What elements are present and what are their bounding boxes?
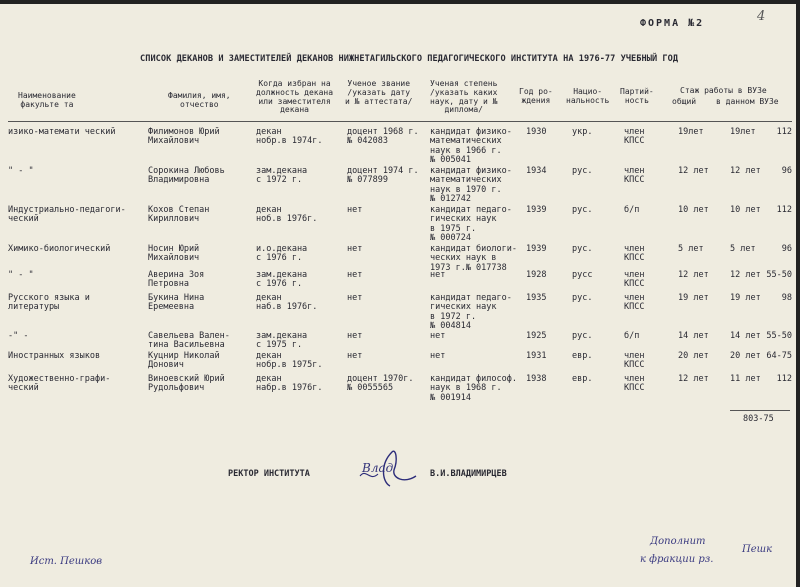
cell-party: б/п bbox=[624, 331, 640, 341]
col-header-title: Ученое звание /указать дату и № аттестата/ bbox=[345, 79, 413, 106]
cell-faculty: изико-математи ческий bbox=[8, 127, 116, 137]
cell-rate: 96 bbox=[781, 244, 792, 254]
cell-name: Кохов Степан Кириллович bbox=[148, 205, 210, 225]
cell-name: Аверина Зоя Петровна bbox=[148, 270, 205, 290]
cell-birth: 1931 bbox=[526, 351, 547, 361]
cell-nationality: рус. bbox=[572, 331, 593, 341]
note-bottom-right-2: к фракции рз. bbox=[640, 554, 714, 565]
cell-stazh-local: 10 лет bbox=[730, 205, 761, 215]
note-bottom-right-1: Дополнит bbox=[650, 536, 706, 547]
cell-name: Букина Нина Еремеевна bbox=[148, 293, 205, 313]
col-header-elected: Когда избран на должность декана или заместителя декана bbox=[256, 79, 334, 115]
col-header-stazh-total: общий bbox=[672, 97, 697, 106]
cell-stazh-total: 10 лет bbox=[678, 205, 709, 215]
cell-birth: 1930 bbox=[526, 127, 547, 137]
cell-name: Филимонов Юрий Михайлович bbox=[148, 127, 220, 147]
total-rule bbox=[730, 410, 790, 411]
cell-rate: 55-50 bbox=[766, 331, 792, 341]
cell-title: нет bbox=[347, 270, 363, 280]
cell-stazh-total: 12 лет bbox=[678, 166, 709, 176]
cell-stazh-total: 14 лет bbox=[678, 331, 709, 341]
cell-birth: 1939 bbox=[526, 244, 547, 254]
signature-name: В.И.ВЛАДИМИРЦЕВ bbox=[430, 469, 507, 479]
cell-elected: декан нобр.в 1974г. bbox=[256, 127, 323, 147]
cell-birth: 1935 bbox=[526, 293, 547, 303]
cell-elected: декан набр.в 1976г. bbox=[256, 374, 323, 394]
cell-elected: декан наб.в 1976г. bbox=[256, 293, 318, 313]
cell-elected: зам.декана с 1976 г. bbox=[256, 270, 308, 290]
cell-nationality: рус. bbox=[572, 293, 593, 303]
cell-title: доцент 1968 г. № 042083 bbox=[347, 127, 419, 147]
cell-name: Сорокина Любовь Владимировна bbox=[148, 166, 225, 186]
cell-stazh-local: 5 лет bbox=[730, 244, 756, 254]
cell-degree: кандидат педаго- гических наук в 1975 г. № 000724 bbox=[430, 205, 512, 244]
scan-edge-top bbox=[0, 0, 800, 4]
cell-stazh-local: 11 лет bbox=[730, 374, 761, 384]
cell-party: член КПСС bbox=[624, 270, 645, 290]
signature-script: Влад bbox=[362, 461, 394, 475]
cell-rate: 96 bbox=[781, 166, 792, 176]
cell-faculty: Иностранных языков bbox=[8, 351, 101, 361]
cell-degree: кандидат биологи- ческих наук в 1973 г.№ 017738 bbox=[430, 244, 517, 273]
document-title: СПИСОК ДЕКАНОВ И ЗАМЕСТИТЕЛЕЙ ДЕКАНОВ НИЖНЕТАГИЛЬСКОГО ПЕДАГОГИЧЕСКОГО ИНСТИТУТА НА 1976-77 УЧЕБНЫЙ ГОД bbox=[140, 54, 679, 64]
cell-nationality: евр. bbox=[572, 351, 593, 361]
cell-birth: 1934 bbox=[526, 166, 547, 176]
scan-edge-right bbox=[796, 0, 800, 587]
cell-birth: 1925 bbox=[526, 331, 547, 341]
cell-elected: декан нобр.в 1975г. bbox=[256, 351, 323, 371]
cell-stazh-total: 19 лет bbox=[678, 293, 709, 303]
cell-stazh-total: 19лет bbox=[678, 127, 704, 137]
cell-rate: 112 bbox=[776, 205, 792, 215]
header-rule bbox=[8, 121, 792, 122]
cell-nationality: укр. bbox=[572, 127, 593, 137]
cell-name: Носин Юрий Михайлович bbox=[148, 244, 200, 264]
note-bottom-right-3: Пешк bbox=[742, 544, 773, 555]
col-header-stazh: Стаж работы в ВУЗе bbox=[680, 86, 767, 95]
cell-name: Куцнир Николай Донович bbox=[148, 351, 220, 371]
cell-nationality: рус. bbox=[572, 205, 593, 215]
note-bottom-left: Ист. Пешков bbox=[30, 556, 103, 567]
cell-title: нет bbox=[347, 293, 363, 303]
cell-nationality: рус. bbox=[572, 244, 593, 254]
cell-degree: нет bbox=[430, 270, 446, 280]
signature-role: РЕКТОР ИНСТИТУТА bbox=[228, 469, 310, 479]
cell-degree: нет bbox=[430, 331, 446, 341]
cell-rate: 98 bbox=[781, 293, 792, 303]
col-header-nationality: Нацио- нальность bbox=[566, 87, 610, 105]
cell-rate: 55-50 bbox=[766, 270, 792, 280]
cell-title: доцент 1974 г. № 077899 bbox=[347, 166, 419, 186]
cell-rate: 112 bbox=[776, 127, 792, 137]
cell-title: нет bbox=[347, 244, 363, 254]
cell-degree: кандидат педаго- гических наук в 1972 г. № 004814 bbox=[430, 293, 512, 332]
cell-faculty: Химико-биологический bbox=[8, 244, 111, 254]
cell-party: член КПСС bbox=[624, 293, 645, 313]
cell-degree: кандидат физико- математических наук в 1970 г. № 012742 bbox=[430, 166, 512, 205]
cell-degree: кандидат философ. наук в 1968 г. № 001914 bbox=[430, 374, 517, 403]
col-header-stazh-local: в данном ВУЗе bbox=[716, 97, 779, 106]
cell-stazh-total: 12 лет bbox=[678, 270, 709, 280]
cell-nationality: рус. bbox=[572, 166, 593, 176]
cell-elected: зам.декана с 1975 г. bbox=[256, 331, 308, 351]
cell-faculty: Индустриально-педагоги- ческий bbox=[8, 205, 126, 225]
cell-faculty: -" - bbox=[8, 331, 29, 341]
page-number-mark: 4 bbox=[757, 9, 766, 24]
cell-degree: кандидат физико- математических наук в 1966 г. № 005041 bbox=[430, 127, 512, 166]
cell-birth: 1938 bbox=[526, 374, 547, 384]
cell-stazh-local: 12 лет bbox=[730, 166, 761, 176]
cell-title: нет bbox=[347, 351, 363, 361]
form-label: ФОРМА №2 bbox=[640, 18, 705, 29]
cell-birth: 1928 bbox=[526, 270, 547, 280]
cell-party: член КПСС bbox=[624, 351, 645, 371]
cell-elected: декан ноб.в 1976г. bbox=[256, 205, 318, 225]
cell-stazh-total: 5 лет bbox=[678, 244, 704, 254]
cell-party: б/п bbox=[624, 205, 640, 215]
total-rate: 803-75 bbox=[743, 414, 774, 424]
cell-rate: 64-75 bbox=[766, 351, 792, 361]
cell-party: член КПСС bbox=[624, 166, 645, 186]
signature-scribble bbox=[352, 446, 432, 492]
cell-elected: зам.декана с 1972 г. bbox=[256, 166, 308, 186]
cell-nationality: русс bbox=[572, 270, 593, 280]
cell-party: член КПСС bbox=[624, 244, 645, 264]
cell-elected: и.о.декана с 1976 г. bbox=[256, 244, 308, 264]
cell-name: Савельева Вален- тина Васильевна bbox=[148, 331, 230, 351]
cell-stazh-local: 19лет bbox=[730, 127, 756, 137]
cell-name: Виноевский Юрий Рудольфович bbox=[148, 374, 225, 394]
cell-stazh-local: 20 лет bbox=[730, 351, 761, 361]
cell-stazh-local: 12 лет bbox=[730, 270, 761, 280]
col-header-birth: Год ро- ждения bbox=[519, 87, 553, 105]
cell-stazh-total: 12 лет bbox=[678, 374, 709, 384]
cell-title: нет bbox=[347, 331, 363, 341]
cell-faculty: " - " bbox=[8, 166, 34, 176]
cell-party: член КПСС bbox=[624, 374, 645, 394]
cell-stazh-total: 20 лет bbox=[678, 351, 709, 361]
col-header-degree: Ученая степень /указать каких наук, дату и № диплома/ bbox=[430, 79, 498, 115]
cell-nationality: евр. bbox=[572, 374, 593, 384]
cell-degree: нет bbox=[430, 351, 446, 361]
cell-stazh-local: 14 лет bbox=[730, 331, 761, 341]
cell-birth: 1939 bbox=[526, 205, 547, 215]
col-header-party: Партий- ность bbox=[620, 87, 654, 105]
cell-rate: 112 bbox=[776, 374, 792, 384]
cell-faculty: " - " bbox=[8, 270, 34, 280]
cell-title: доцент 1970г. № 0055565 bbox=[347, 374, 414, 394]
cell-stazh-local: 19 лет bbox=[730, 293, 761, 303]
cell-party: член КПСС bbox=[624, 127, 645, 147]
col-header-faculty: Наименование факульте та bbox=[18, 91, 76, 109]
cell-faculty: Художественно-графи- ческий bbox=[8, 374, 111, 394]
col-header-name: Фамилия, имя, отчество bbox=[168, 91, 231, 109]
cell-faculty: Русского языка и литературы bbox=[8, 293, 90, 313]
cell-title: нет bbox=[347, 205, 363, 215]
